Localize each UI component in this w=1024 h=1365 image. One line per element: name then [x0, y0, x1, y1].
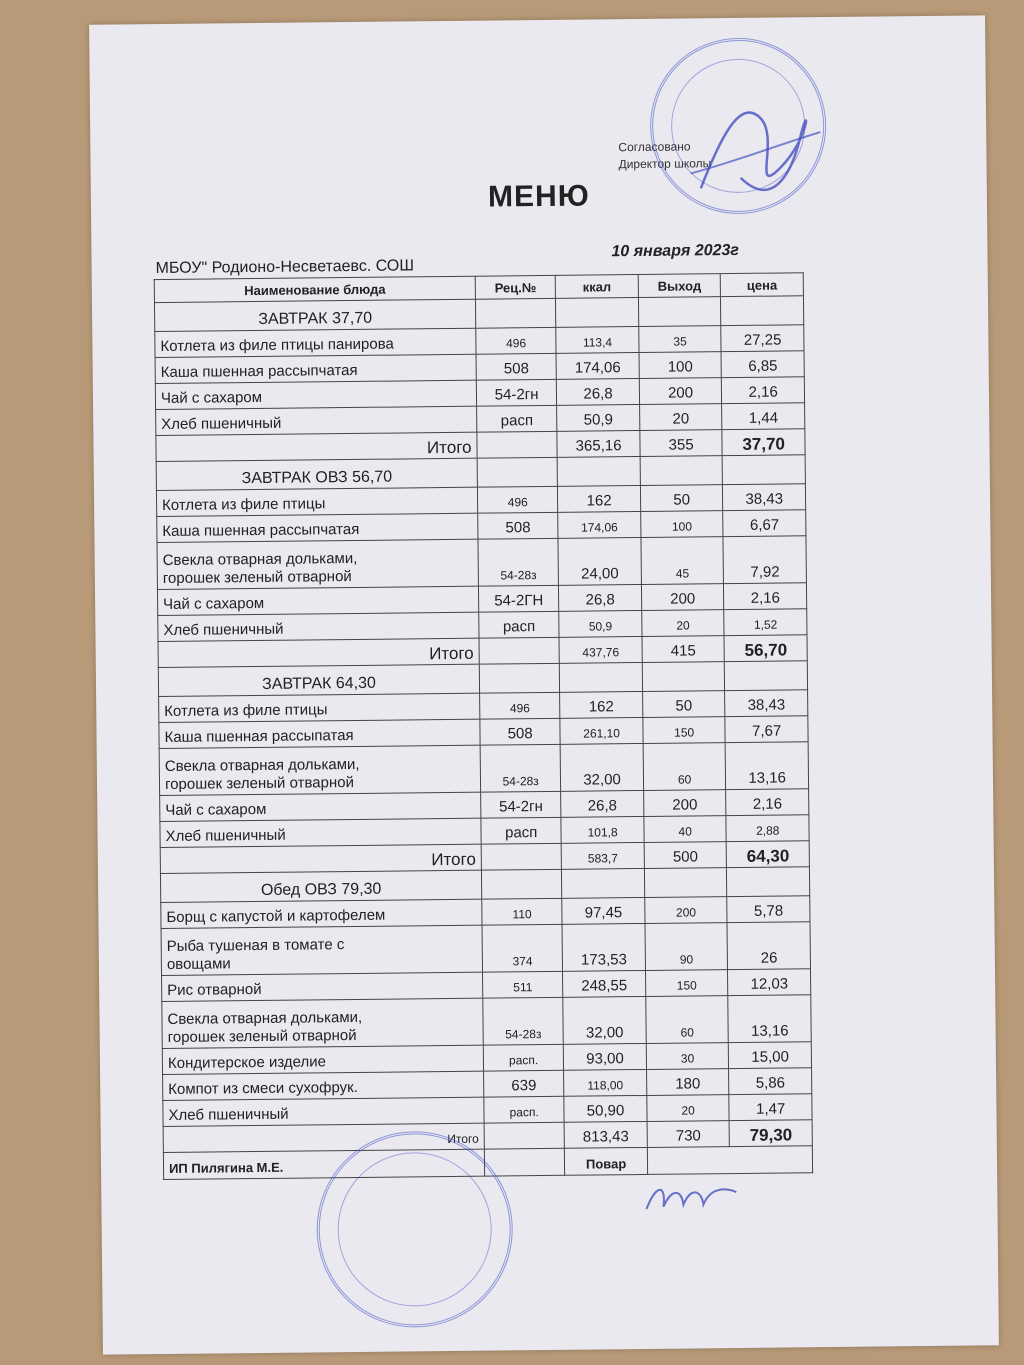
recipe-number: 54-28з	[478, 538, 559, 586]
supplier-name: ИП Пилягина М.Е.	[163, 1149, 484, 1179]
price-value: 2,16	[726, 789, 809, 816]
kcal-value: 118,00	[564, 1069, 647, 1096]
dish-name-line: горошек зеленый отварной	[162, 568, 352, 587]
recipe-number: 496	[476, 327, 557, 354]
price-value: 12,03	[728, 969, 811, 996]
dish-name: Каша пшенная рассыпчатая	[155, 354, 476, 383]
dish-name-line: Свекла отварная дольками,	[167, 1008, 363, 1028]
header-name: Наименование блюда	[154, 276, 475, 302]
approval-position: Директор школы	[618, 156, 712, 172]
total-output: 500	[644, 842, 727, 869]
total-price: 64,30	[727, 841, 810, 868]
kcal-value: 32,00	[563, 996, 646, 1044]
recipe-number: расп	[479, 611, 560, 638]
output-value: 20	[647, 1095, 730, 1122]
kcal-value: 261,10	[560, 717, 643, 744]
recipe-number: 511	[483, 971, 564, 998]
section-title: ЗАВТРАК 64,30	[158, 664, 479, 696]
output-value: 20	[639, 404, 722, 431]
recipe-number: 374	[482, 924, 563, 972]
header-recipe: Рец.№	[475, 275, 555, 299]
header-price: цена	[721, 273, 804, 297]
output-value: 200	[645, 897, 728, 924]
recipe-number: 110	[482, 898, 563, 925]
output-value: 90	[645, 923, 728, 971]
total-price: 79,30	[729, 1120, 812, 1147]
kcal-value: 50,9	[557, 404, 640, 431]
price-value: 2,88	[726, 815, 809, 842]
kcal-value: 26,8	[559, 584, 642, 611]
menu-table	[154, 272, 813, 1180]
kcal-value: 173,53	[562, 923, 645, 971]
menu-date: 10 января 2023г	[611, 241, 740, 261]
total-price: 56,70	[724, 635, 807, 662]
kcal-value: 174,06	[558, 511, 641, 538]
kcal-value: 174,06	[556, 352, 639, 379]
output-value: 50	[640, 485, 723, 512]
output-value: 150	[645, 970, 728, 997]
menu-sheet	[89, 15, 999, 1354]
price-value: 1,44	[722, 403, 805, 430]
dish-name: Хлеб пшеничный	[163, 1097, 484, 1126]
dish-name: Чай с сахаром	[160, 792, 481, 821]
total-output: 730	[647, 1121, 730, 1148]
price-value: 2,16	[722, 377, 805, 404]
kcal-value: 50,90	[564, 1095, 647, 1122]
cook-label: Повар	[565, 1147, 648, 1175]
kcal-value: 97,45	[562, 897, 645, 924]
price-value: 6,67	[723, 510, 806, 537]
recipe-number: 508	[476, 353, 557, 380]
dish-name	[159, 745, 481, 795]
dish-name: Каша пшенная рассыпатая	[159, 719, 480, 748]
price-value: 38,43	[723, 484, 806, 511]
kcal-value: 24,00	[558, 537, 641, 585]
dish-name	[157, 539, 479, 589]
recipe-number: 54-28з	[483, 997, 564, 1045]
recipe-number: расп.	[484, 1096, 565, 1123]
kcal-value: 162	[560, 691, 643, 718]
recipe-number: 508	[478, 512, 559, 539]
price-value: 26	[727, 922, 810, 970]
kcal-value: 113,4	[556, 326, 639, 353]
recipe-number: 496	[480, 692, 561, 719]
output-value: 30	[646, 1043, 729, 1070]
price-value: 6,85	[721, 351, 804, 378]
output-value: 35	[639, 326, 722, 353]
table-row	[162, 995, 811, 1049]
output-value: 60	[643, 743, 726, 791]
dish-name: Борщ с капустой и картофелем	[161, 899, 482, 928]
dish-name-line: Рыба тушеная в томате с	[166, 936, 345, 955]
price-value: 2,16	[724, 583, 807, 610]
dish-name-line: Свекла отварная дольками,	[162, 549, 358, 569]
recipe-number: 508	[480, 718, 561, 745]
price-value: 7,92	[723, 536, 806, 584]
output-value: 20	[642, 610, 725, 637]
total-kcal: 583,7	[561, 842, 644, 869]
table-row	[159, 742, 808, 796]
price-value: 5,78	[727, 896, 810, 923]
section-title: ЗАВТРАК ОВЗ 56,70	[156, 458, 477, 490]
total-label: Итого	[163, 1123, 484, 1152]
dish-name-line: горошек зеленый отварной	[164, 773, 355, 793]
dish-name: Хлеб пшеничный	[156, 406, 477, 435]
total-output: 415	[642, 636, 725, 663]
kcal-value: 26,8	[557, 378, 640, 405]
price-value: 1,47	[729, 1094, 812, 1121]
output-value: 45	[641, 537, 724, 585]
price-value: 38,43	[725, 690, 808, 717]
kcal-value: 248,55	[563, 970, 646, 997]
output-value: 40	[644, 816, 727, 843]
total-output: 355	[640, 430, 723, 457]
dish-name: Котлета из филе птицы	[159, 693, 480, 722]
price-value: 13,16	[728, 995, 811, 1043]
recipe-number: расп	[477, 405, 558, 432]
dish-name: Рис отварной	[162, 972, 483, 1001]
total-kcal: 437,76	[559, 636, 642, 663]
price-value: 13,16	[726, 742, 809, 790]
dish-name: Котлета из филе птицы	[156, 487, 477, 516]
dish-name: Каша пшенная рассыпчатая	[157, 513, 478, 542]
header-kcal: ккал	[556, 274, 639, 298]
recipe-number: расп	[481, 817, 562, 844]
dish-name: Чай с сахаром	[155, 380, 476, 409]
kcal-value: 162	[558, 485, 641, 512]
price-value: 7,67	[725, 716, 808, 743]
section-title: Обед ОВЗ 79,30	[160, 870, 481, 902]
recipe-number: 54-2гн	[476, 379, 557, 406]
recipe-number: 639	[484, 1070, 565, 1097]
dish-name	[161, 925, 483, 975]
recipe-number: 496	[477, 486, 558, 513]
total-kcal: 813,43	[564, 1121, 647, 1148]
dish-name: Компот из смеси сухофрук.	[163, 1071, 484, 1100]
output-value: 60	[646, 996, 729, 1044]
approval-label: Согласовано	[618, 139, 691, 155]
output-value: 150	[643, 717, 726, 744]
supplier-seal	[316, 1130, 514, 1328]
table-row	[161, 922, 810, 976]
price-value: 15,00	[729, 1042, 812, 1069]
output-value: 100	[639, 352, 722, 379]
recipe-number: 54-2гн	[481, 791, 562, 818]
price-value: 1,52	[724, 609, 807, 636]
output-value: 200	[643, 790, 726, 817]
total-label: Итого	[158, 638, 479, 667]
dish-name: Кондитерское изделие	[162, 1045, 483, 1074]
dish-name-line: овощами	[166, 955, 231, 973]
recipe-number: 54-28з	[480, 744, 561, 792]
kcal-value: 93,00	[564, 1043, 647, 1070]
table-row	[157, 536, 806, 590]
dish-name: Хлеб пшеничный	[158, 612, 479, 641]
recipe-number: расп.	[483, 1044, 564, 1071]
header-output: Выход	[638, 274, 721, 298]
total-label: Итого	[160, 844, 481, 873]
section-title: ЗАВТРАК 37,70	[154, 299, 475, 331]
total-price: 37,70	[722, 429, 805, 456]
output-value: 180	[646, 1069, 729, 1096]
output-value: 200	[641, 584, 724, 611]
output-value: 100	[641, 511, 724, 538]
total-kcal: 365,16	[557, 430, 640, 457]
cook-signature	[641, 1178, 741, 1219]
dish-name: Котлета из филе птицы панирова	[155, 328, 476, 357]
output-value: 50	[642, 691, 725, 718]
output-value: 200	[639, 378, 722, 405]
kcal-value: 26,8	[561, 790, 644, 817]
recipe-number: 54-2ГН	[479, 585, 560, 612]
kcal-value: 50,9	[559, 610, 642, 637]
dish-name	[162, 998, 484, 1048]
kcal-value: 101,8	[561, 816, 644, 843]
page-title: МЕНЮ	[487, 179, 590, 214]
dish-name-line: Свекла отварная дольками,	[164, 755, 360, 775]
kcal-value: 32,00	[560, 743, 643, 791]
school-name: МБОУ" Родионо-Несветаевс. СОШ	[155, 257, 415, 278]
price-value: 5,86	[729, 1068, 812, 1095]
price-value: 27,25	[721, 325, 804, 352]
dish-name: Чай с сахаром	[157, 586, 478, 615]
dish-name: Хлеб пшеничный	[160, 818, 481, 847]
total-label: Итого	[156, 432, 477, 461]
dish-name-line: горошек зеленый отварной	[167, 1026, 357, 1046]
